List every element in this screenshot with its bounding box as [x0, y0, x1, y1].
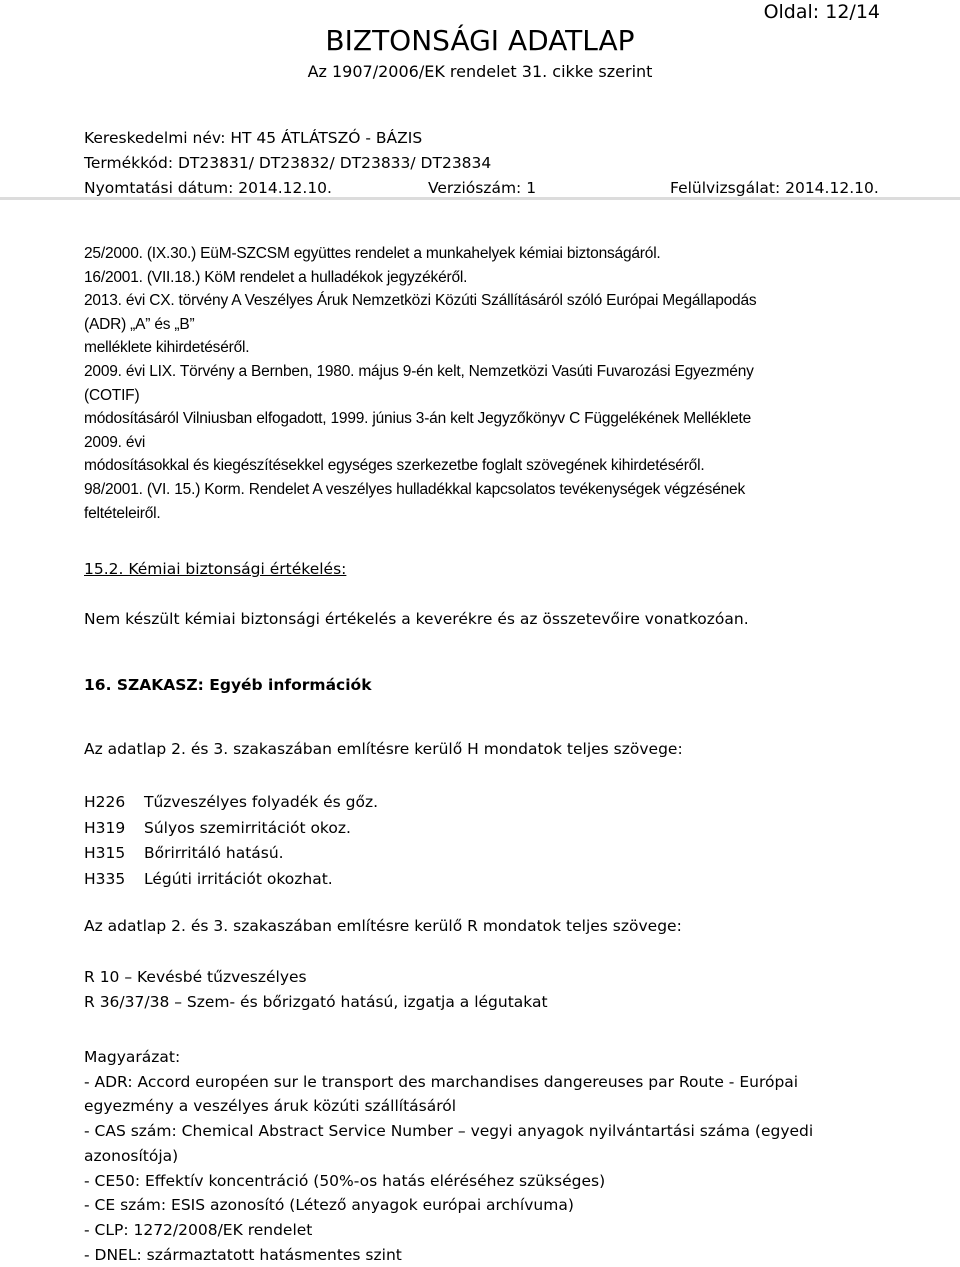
h-text: Bőrirritáló hatású. — [144, 844, 284, 862]
abbreviations-legend — [84, 1045, 944, 1267]
legal-line: (ADR) „A” és „B” — [84, 315, 195, 333]
legend-line: egyezmény a veszélyes áruk közúti szállításáról — [84, 1097, 457, 1116]
r-statements-intro: Az adatlap 2. és 3. szakaszában említésre kerülő R mondatok teljes szövege: — [84, 917, 682, 935]
h-statement — [84, 867, 378, 893]
legend-line: - CE szám: ESIS azonosító (Létező anyagok európai archívuma) — [84, 1196, 574, 1215]
h-statement — [84, 841, 378, 867]
print-date: Nyomtatási dátum: 2014.12.10. — [84, 179, 332, 197]
legal-line: melléklete kihirdetéséről. — [84, 339, 250, 357]
legend-line: azonosítója) — [84, 1146, 179, 1165]
section-15-2-heading: 15.2. Kémiai biztonsági értékelés: — [84, 560, 347, 578]
document-title: BIZTONSÁGI ADATLAP — [325, 24, 635, 57]
legend-line: - ADR: Accord européen sur le transport des marchandises dangereuses par Route - Európai — [84, 1072, 799, 1091]
r-statement: R 36/37/38 – Szem- és bőrizgató hatású, izgatja a légutakat — [84, 993, 548, 1011]
legend-line: - CE50: Effektív koncentráció (50%-os hatás eléréséhez szükséges) — [84, 1171, 606, 1190]
legend-line: - CAS szám: Chemical Abstract Service Number – vegyi anyagok nyilvántartási száma (egyedi — [84, 1122, 814, 1141]
h-text: Tűzveszélyes folyadék és gőz. — [144, 793, 379, 811]
legal-line: módosításokkal és kiegészítésekkel egységes szerkezetbe foglalt szövegének kihirdetéséről. — [84, 457, 705, 475]
h-code: H319 — [84, 818, 126, 837]
legal-line: 98/2001. (VI. 15.) Korm. Rendelet A veszélyes hulladékkal kapcsolatos tevékenységek végzésének — [84, 480, 746, 498]
legal-line: feltételeiről. — [84, 504, 161, 522]
legend-line: - CLP: 1272/2008/EK rendelet — [84, 1220, 313, 1239]
product-info — [84, 126, 944, 201]
h-text: Légúti irritációt okozhat. — [144, 869, 333, 888]
legal-line: 25/2000. (IX.30.) EüM-SZCSM együttes rendelet a munkahelyek kémiai biztonságáról. — [84, 245, 661, 262]
h-code: H335 — [84, 869, 126, 888]
section-16-heading: 16. SZAKASZ: Egyéb információk — [84, 676, 372, 694]
h-code: H315 — [84, 844, 126, 862]
h-code: H226 — [84, 793, 126, 811]
h-statements-list — [84, 790, 378, 892]
legal-references — [84, 242, 934, 525]
document-subtitle: Az 1907/2006/EK rendelet 31. cikke szerint — [307, 62, 653, 81]
legal-line: módosításáról Vilniusban elfogadott, 1999. június 3-án kelt Jegyzőkönyv C Függelékének Melléklete — [84, 410, 752, 428]
legend-line: - DNEL: származtatott hatásmentes szint — [84, 1245, 402, 1264]
trade-name: Kereskedelmi név: HT 45 ÁTLÁTSZÓ - BÁZIS — [84, 129, 423, 147]
header-divider — [0, 197, 960, 200]
h-statements-intro: Az adatlap 2. és 3. szakaszában említésre kerülő H mondatok teljes szövege: — [84, 740, 683, 758]
legal-line: 2013. évi CX. törvény A Veszélyes Áruk Nemzetközi Közúti Szállításáról szóló Európai Megállapodás — [84, 292, 757, 310]
page-number: Oldal: 12/14 — [763, 1, 880, 23]
version-number: Verziószám: 1 — [428, 179, 537, 197]
r-statement: R 10 – Kevésbé tűzveszélyes — [84, 968, 307, 986]
product-code: Termékkód: DT23831/ DT23832/ DT23833/ DT23834 — [84, 154, 492, 172]
h-statement — [84, 816, 378, 842]
legal-line: 16/2001. (VII.18.) KöM rendelet a hulladékok jegyzékéről. — [84, 268, 468, 286]
h-statement — [84, 790, 378, 816]
h-text: Súlyos szemirritációt okoz. — [144, 818, 351, 837]
legal-line: (COTIF) — [84, 386, 140, 404]
section-15-2-text: Nem készült kémiai biztonsági értékelés a keverékre és az összetevőire vonatkozóan. — [84, 610, 749, 628]
legend-title: Magyarázat: — [84, 1048, 181, 1066]
revision-date: Felülvizsgálat: 2014.12.10. — [670, 179, 879, 197]
legal-line: 2009. évi LIX. Törvény a Bernben, 1980. május 9-én kelt, Nemzetközi Vasúti Fuvarozási Egyezmény — [84, 362, 754, 380]
legal-line: 2009. évi — [84, 433, 146, 451]
